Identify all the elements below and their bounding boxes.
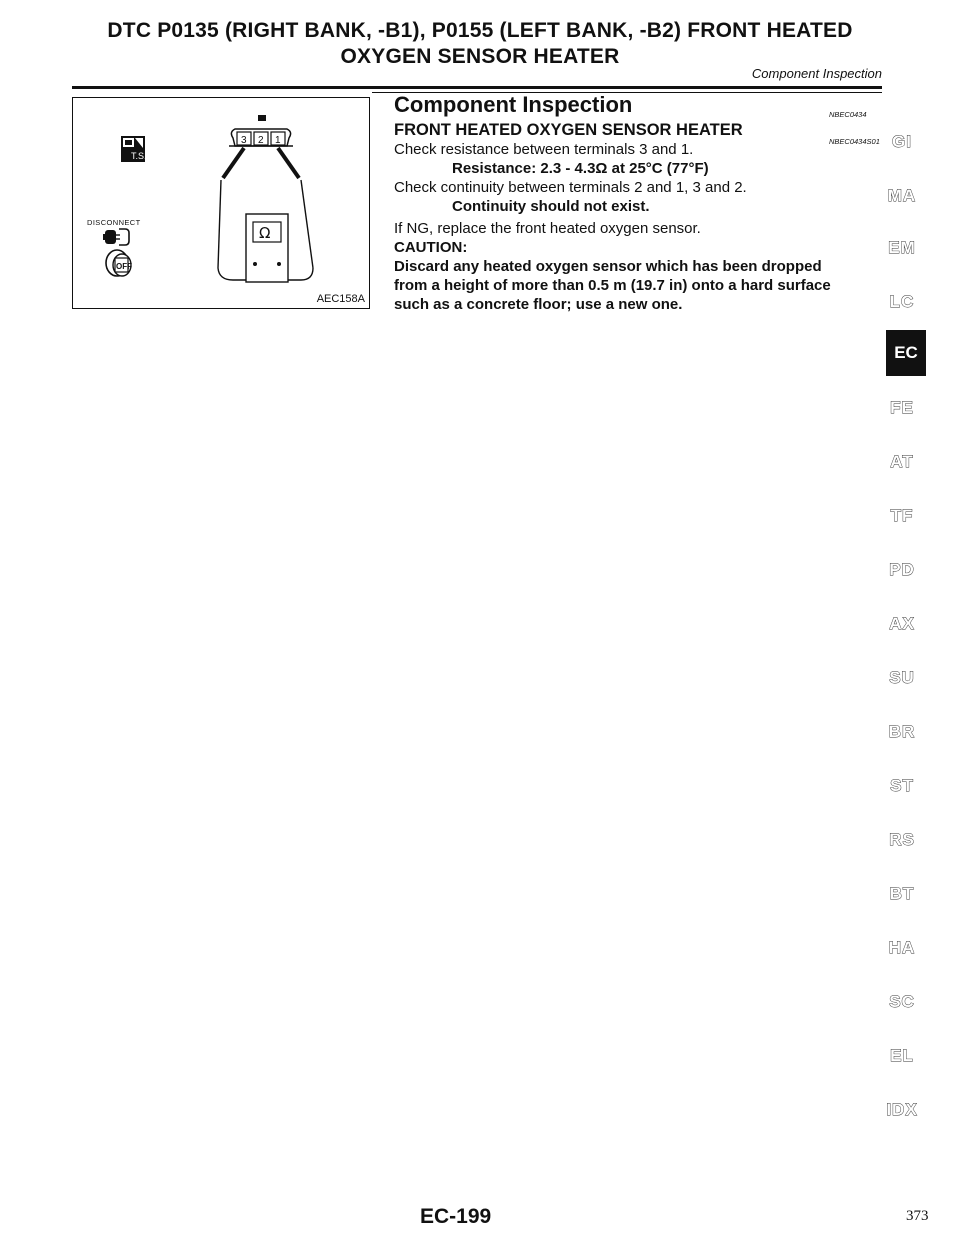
title-line-2: OXYGEN SENSOR HEATER: [340, 45, 620, 68]
tab-ec-active[interactable]: EC: [886, 330, 926, 376]
off-label: OFF: [116, 262, 132, 271]
heading-ref-code: NBEC0434: [829, 110, 867, 119]
tab-tf[interactable]: TF: [890, 506, 914, 525]
caution-label: CAUTION:: [394, 239, 468, 256]
figure-id: AEC158A: [316, 293, 365, 305]
tab-el[interactable]: EL: [890, 1046, 914, 1065]
ignition-off-icon: [106, 250, 132, 276]
tab-lc[interactable]: LC: [889, 292, 915, 311]
tab-pd[interactable]: PD: [889, 560, 915, 579]
ts-label: T.S.: [131, 151, 147, 161]
section-heading: Component Inspection: [394, 92, 633, 117]
ohm-symbol: Ω: [259, 224, 271, 242]
tab-sc[interactable]: SC: [889, 992, 915, 1011]
tab-rs[interactable]: RS: [889, 830, 915, 849]
ohmmeter: [246, 214, 288, 282]
tab-ax[interactable]: AX: [889, 614, 915, 633]
step-2-text: Check continuity between terminals 2 and 1, 3 and 2.: [394, 179, 747, 196]
page-code: EC-199: [420, 1205, 492, 1228]
disconnect-label: DISCONNECT: [87, 218, 141, 227]
page-number: 373: [906, 1208, 929, 1224]
step-3-text: If NG, replace the front heated oxygen sensor.: [394, 220, 701, 237]
tab-gi[interactable]: GI: [892, 132, 912, 151]
component-inspection-section: [394, 92, 884, 314]
sensor-connector: [229, 115, 293, 146]
step-1-text: Check resistance between terminals 3 and 1.: [394, 141, 694, 158]
resistance-spec: Resistance: 2.3 - 4.3Ω at 25°C (77°F): [452, 160, 709, 177]
tab-st[interactable]: ST: [890, 776, 914, 795]
section-subheading: FRONT HEATED OXYGEN SENSOR HEATER: [394, 121, 743, 139]
caution-line-2: from a height of more than 0.5 m (19.7 in) onto a hard surface: [394, 277, 831, 294]
tab-su[interactable]: SU: [889, 668, 915, 687]
page-title: [60, 18, 900, 70]
tab-ha[interactable]: HA: [888, 938, 916, 957]
continuity-spec: Continuity should not exist.: [452, 198, 650, 215]
figure-illustration: [73, 98, 371, 310]
tab-br[interactable]: BR: [888, 722, 916, 741]
tab-bt[interactable]: BT: [889, 884, 915, 903]
inspection-figure: [72, 97, 370, 309]
tab-ma[interactable]: MA: [887, 186, 917, 205]
title-line-1: DTC P0135 (RIGHT BANK, -B1), P0155 (LEFT BANK, -B2) FRONT HEATED: [107, 19, 853, 42]
subheading-ref-code: NBEC0434S01: [829, 137, 880, 146]
tab-at[interactable]: AT: [890, 452, 914, 471]
caution-line-1: Discard any heated oxygen sensor which has been dropped: [394, 258, 822, 275]
pin-2-label: 2: [258, 135, 264, 146]
pin-1-label: 1: [275, 135, 281, 146]
header-rule: [72, 86, 882, 89]
tab-idx[interactable]: IDX: [886, 1100, 918, 1119]
tab-em[interactable]: EM: [888, 238, 916, 257]
tab-fe[interactable]: FE: [890, 398, 914, 417]
ts-icon: [121, 136, 147, 162]
running-head: Component Inspection: [751, 66, 882, 81]
pin-3-label: 3: [241, 135, 247, 146]
caution-line-3: such as a concrete floor; use a new one.: [394, 296, 683, 313]
connector-disconnect-icon: [103, 229, 129, 245]
